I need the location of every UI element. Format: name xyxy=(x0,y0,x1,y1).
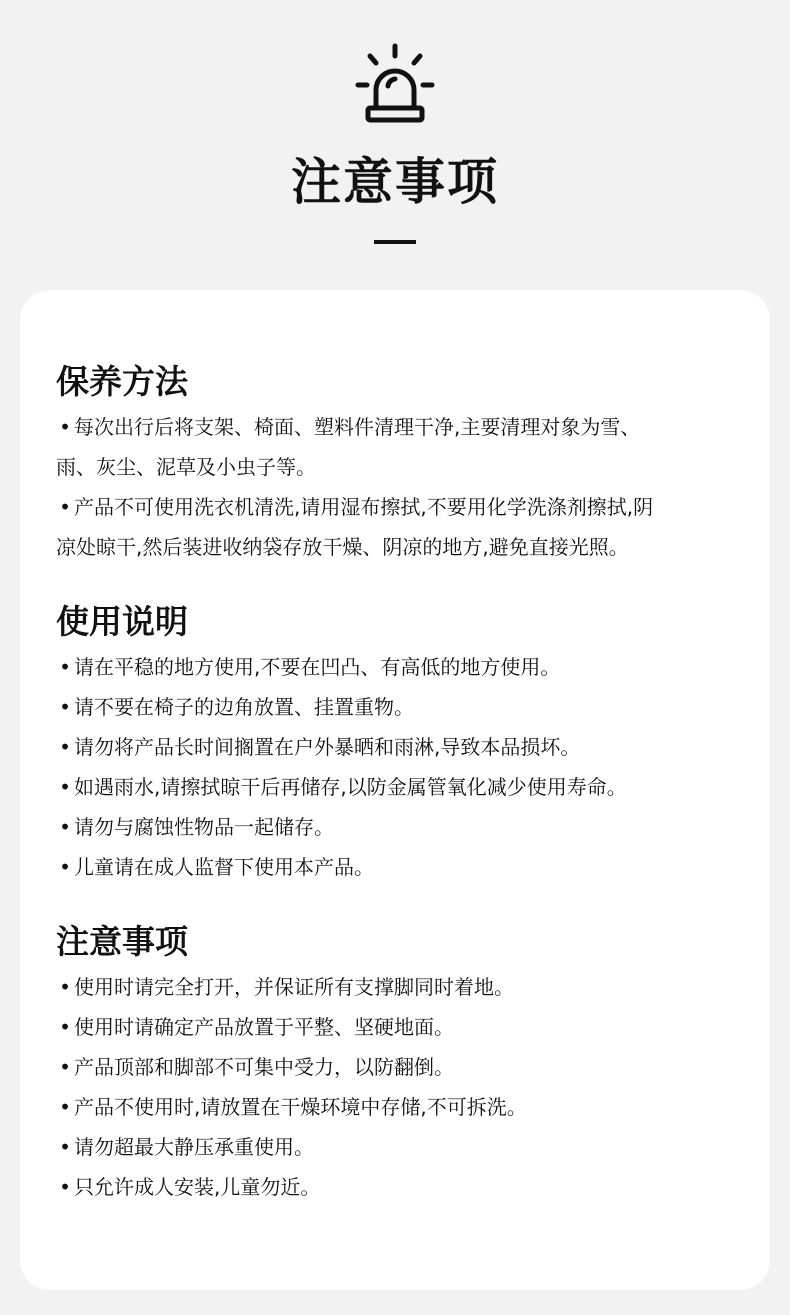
section-precautions xyxy=(56,922,766,1207)
paragraph xyxy=(56,487,766,567)
bullet-icon: • xyxy=(59,1135,71,1159)
list-item: • 只允许成人安装,儿童勿近。 xyxy=(56,1167,766,1207)
bullet-icon: • xyxy=(59,1175,71,1199)
paragraph-text: 雨、灰尘、泥草及小虫子等。 xyxy=(56,455,316,479)
bullet-icon: • xyxy=(59,775,71,799)
alarm-siren-icon xyxy=(352,40,438,126)
section-title: 保养方法 xyxy=(56,362,188,401)
list-item: • 使用时请完全打开，并保证所有支撑脚同时着地。 xyxy=(56,967,766,1007)
bullet-icon: • xyxy=(59,495,71,519)
list-item: • 产品顶部和脚部不可集中受力，以防翻倒。 xyxy=(56,1047,766,1087)
section-usage xyxy=(56,602,766,887)
bullet-icon: • xyxy=(59,975,71,999)
paragraph-text: 凉处晾干,然后装进收纳袋存放干燥、阴凉的地方,避免直接光照。 xyxy=(56,535,629,559)
list-item: • 请在平稳的地方使用,不要在凹凸、有高低的地方使用。 xyxy=(56,647,766,687)
section-title: 使用说明 xyxy=(56,602,188,641)
bullet-icon: • xyxy=(59,415,71,439)
section-title: 注意事项 xyxy=(56,922,188,961)
list-item: • 请勿与腐蚀性物品一起储存。 xyxy=(56,807,766,847)
list-item: • 使用时请确定产品放置于平整、坚硬地面。 xyxy=(56,1007,766,1047)
paragraph-text: 每次出行后将支架、椅面、塑料件清理干净,主要清理对象为雪、 xyxy=(74,415,641,439)
bullet-icon: • xyxy=(59,1055,71,1079)
list-item: • 儿童请在成人监督下使用本产品。 xyxy=(56,847,766,887)
list-item: • 如遇雨水,请擦拭晾干后再储存,以防金属管氧化减少使用寿命。 xyxy=(56,767,766,807)
bullet-icon: • xyxy=(59,735,71,759)
bullet-icon: • xyxy=(59,1095,71,1119)
header xyxy=(0,0,790,290)
bullet-icon: • xyxy=(59,1015,71,1039)
list-item: • 产品不使用时,请放置在干燥环境中存储,不可拆洗。 xyxy=(56,1087,766,1127)
paragraph-text: 产品不可使用洗衣机清洗,请用湿布擦拭,不要用化学洗涤剂擦拭,阴 xyxy=(74,495,654,519)
page-title: 注意事项 xyxy=(291,153,499,211)
bullet-icon: • xyxy=(59,655,71,679)
list-item: • 请勿超最大静压承重使用。 xyxy=(56,1127,766,1167)
title-divider xyxy=(374,240,416,244)
paragraph xyxy=(56,407,766,487)
list-item: • 请不要在椅子的边角放置、挂置重物。 xyxy=(56,687,766,727)
bullet-icon: • xyxy=(59,855,71,879)
section-maintenance xyxy=(56,362,766,567)
list-item: • 请勿将产品长时间搁置在户外暴晒和雨淋,导致本品损坏。 xyxy=(56,727,766,767)
bullet-icon: • xyxy=(59,695,71,719)
content-card xyxy=(20,290,770,1290)
bullet-icon: • xyxy=(59,815,71,839)
